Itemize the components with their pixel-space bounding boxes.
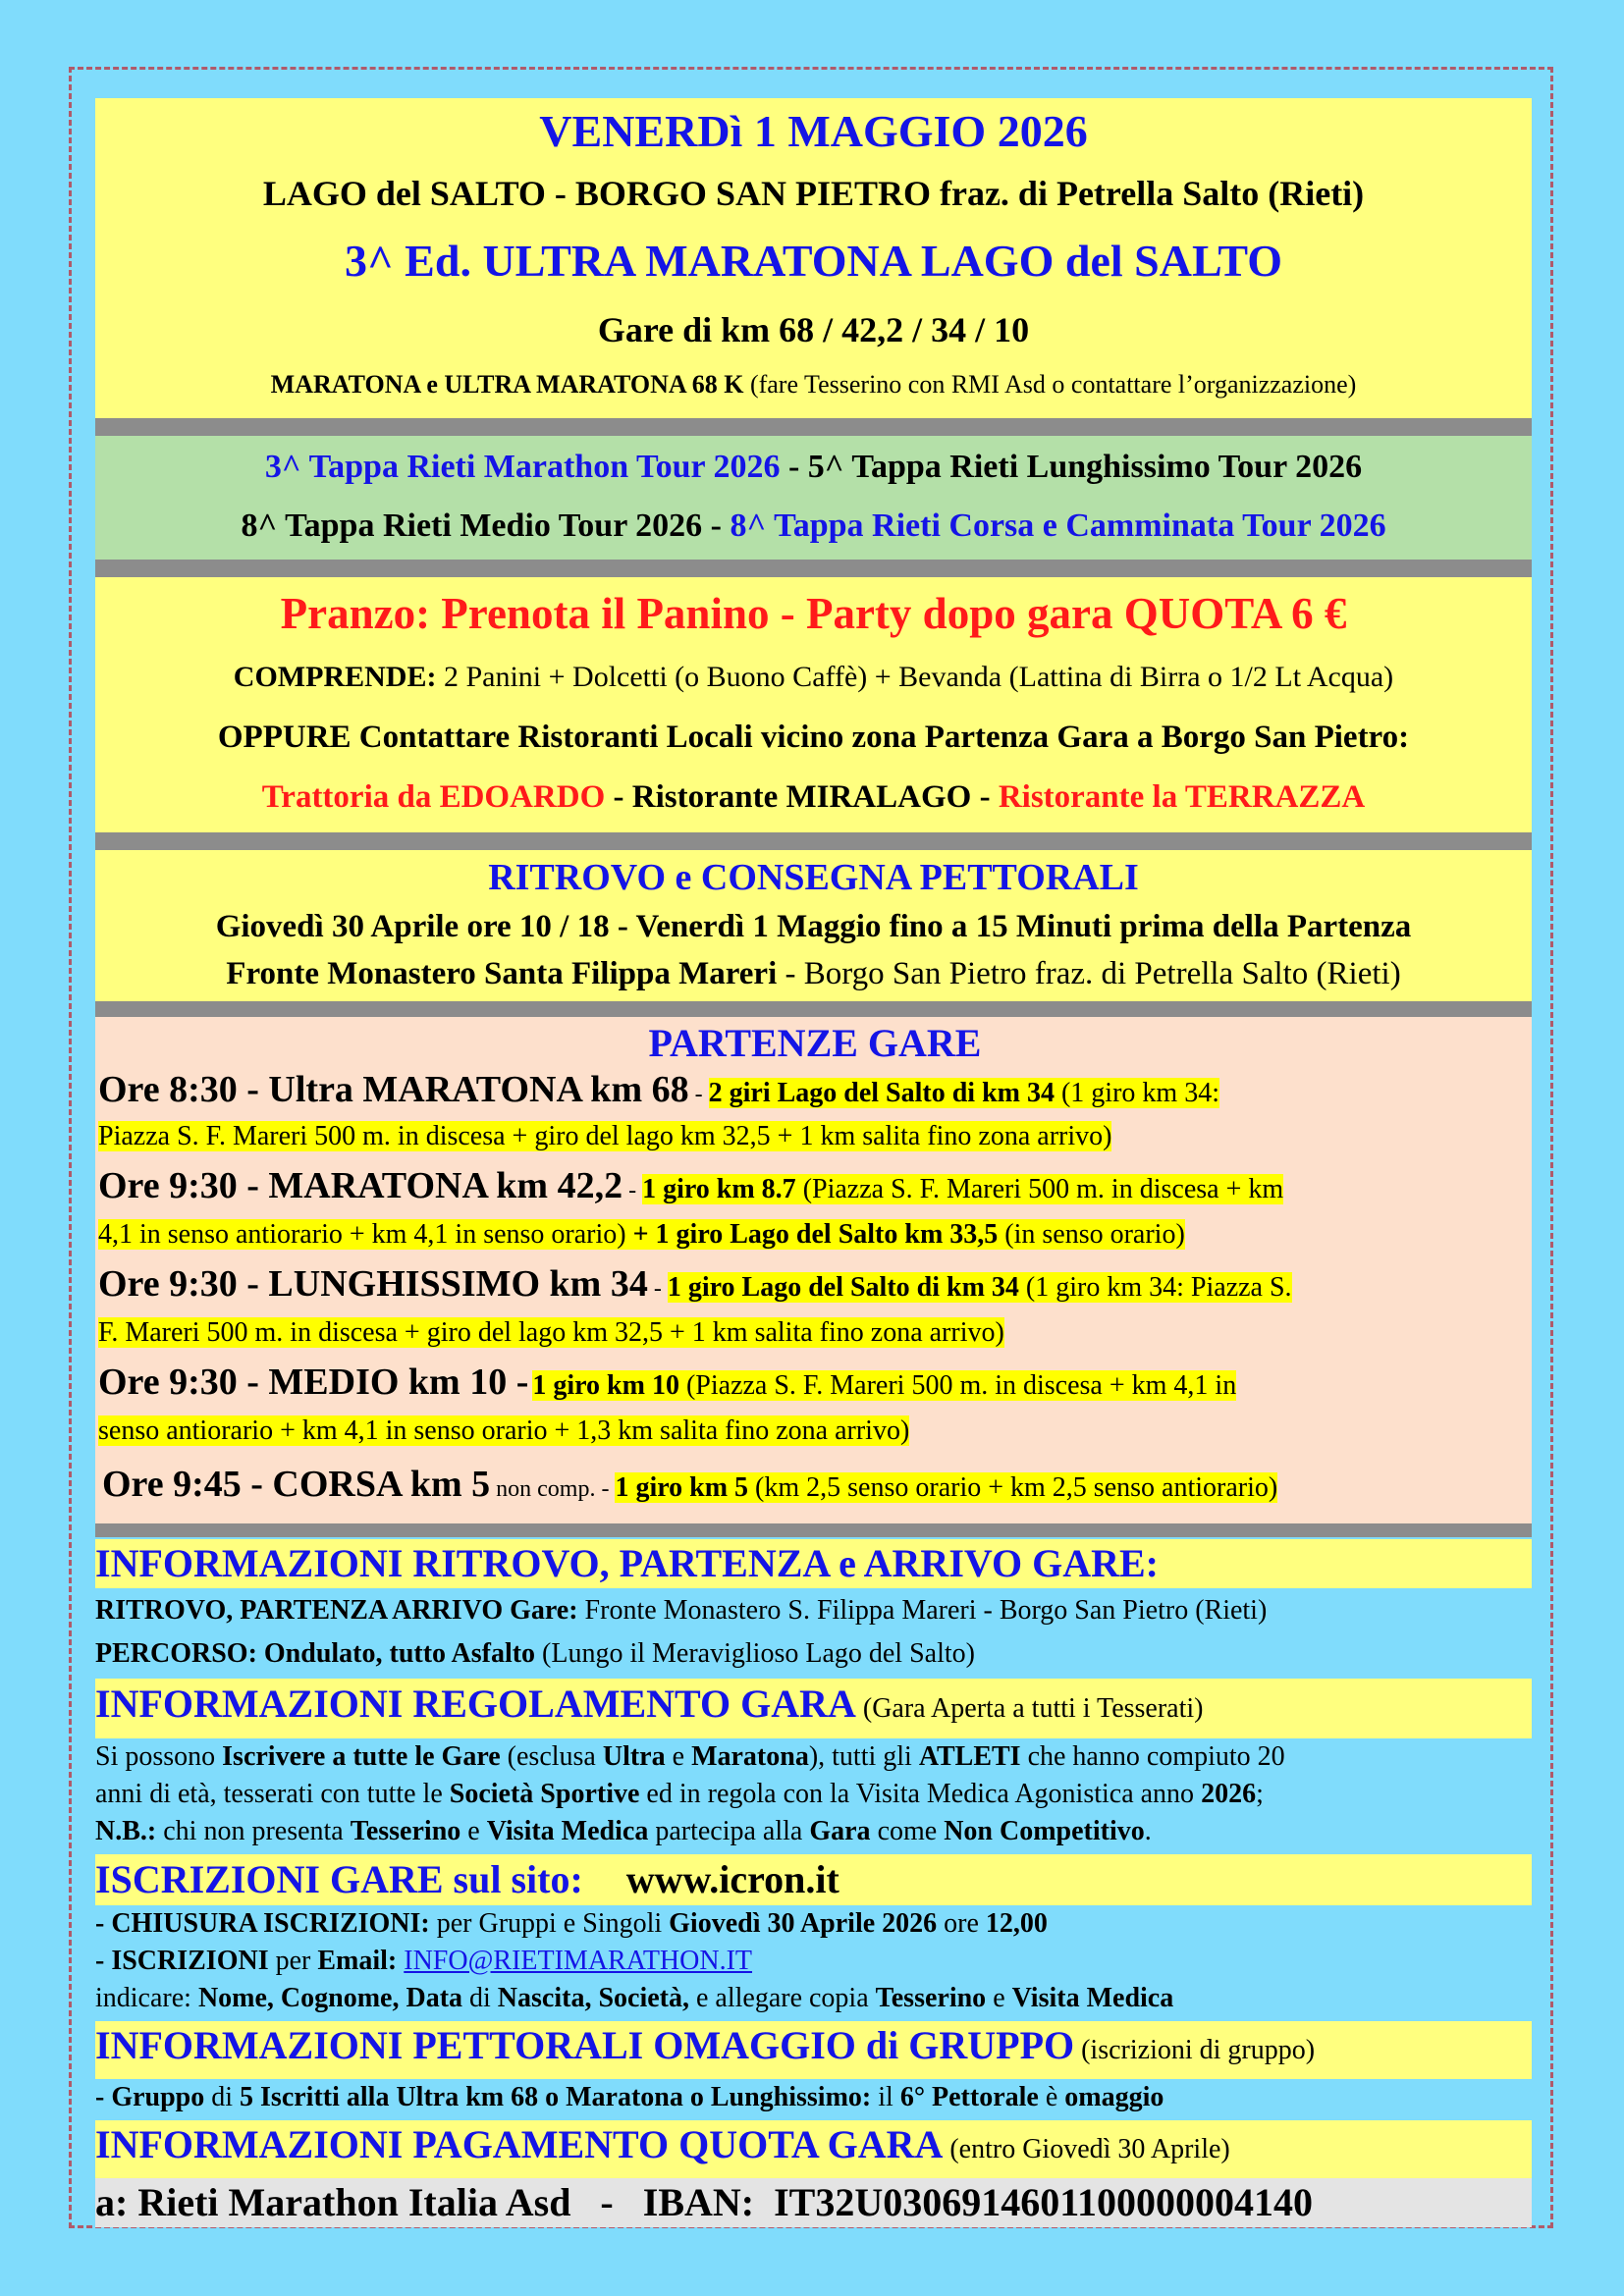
race-maratona-highlight: 1 giro km 8.7 (Piazza S. F. Mareri 500 m. in discesa + km xyxy=(642,1174,1284,1204)
meeting-times: Giovedì 30 Aprile ore 10 / 18 - Venerdì 1 Maggio fino a 15 Minuti prima della Partenza xyxy=(215,909,1412,944)
separator xyxy=(95,418,1532,436)
meeting-place-text: - Borgo San Pietro fraz. di Petrella Salto (Rieti) xyxy=(777,956,1401,991)
lunch-includes-text: 2 Panini + Dolcetti (o Buono Caffè) + Bevanda (Lattina di Birra o 1/2 Lt Acqua) xyxy=(436,661,1394,693)
race-ultra-highlight: 2 giri Lago del Salto di km 34 (1 giro km 34: xyxy=(708,1078,1219,1108)
header-note-text: (fare Tesserino con RMI Asd o contattare l’organizzazione) xyxy=(743,370,1357,399)
flyer xyxy=(95,98,1532,2227)
race-maratona-head: Ore 9:30 - MARATONA km 42,2 xyxy=(98,1165,623,1206)
info-percorso-text: (Lungo il Meraviglioso Lago del Salto) xyxy=(535,1638,975,1669)
info-pettorali-heading: INFORMAZIONI PETTORALI OMAGGIO di GRUPPO (iscrizioni di gruppo) xyxy=(95,2021,1532,2079)
tour-lunghissimo: - 5^ Tappa Rieti Lunghissimo Tour 2026 xyxy=(780,449,1363,485)
info-ritrovo-text: Fronte Monastero S. Filippa Mareri - Borgo San Pietro (Rieti) xyxy=(577,1595,1268,1626)
info-pettorali-note: (iscrizioni di gruppo) xyxy=(1074,2035,1316,2065)
header-section xyxy=(95,98,1532,418)
header-note xyxy=(95,361,1532,408)
race-ultra-head: Ore 8:30 - Ultra MARATONA km 68 xyxy=(98,1069,689,1110)
restaurant-edoardo: Trattoria da EDOARDO xyxy=(261,779,606,815)
info-percorso-label: PERCORSO: Ondulato, tutto Asfalto xyxy=(95,1638,536,1669)
tour-line-2 xyxy=(95,497,1532,556)
info-iscrizioni-heading: ISCRIZIONI GARE sul sito: www.icron.it xyxy=(95,1854,1532,1905)
header-note-bold: MARATONA e ULTRA MARATONA 68 K xyxy=(270,370,744,399)
lunch-section xyxy=(95,577,1532,832)
meeting-place xyxy=(95,950,1532,997)
race-lunghissimo xyxy=(98,1260,1532,1351)
restaurant-separator: - xyxy=(605,779,632,815)
race-medio-highlight: 1 giro km 10 (Piazza S. F. Mareri 500 m. in discesa + km 4,1 in xyxy=(532,1370,1237,1401)
race-dash: - xyxy=(623,1178,643,1203)
info-section xyxy=(95,1537,1532,2227)
info-pagamento-heading: INFORMAZIONI PAGAMENTO QUOTA GARA (entro Giovedì 30 Aprile) xyxy=(95,2120,1532,2178)
separator xyxy=(95,560,1532,577)
tour-marathon: 3^ Tappa Rieti Marathon Tour 2026 xyxy=(264,449,781,485)
separator xyxy=(95,1523,1532,1537)
restaurant-miralago: Ristorante MIRALAGO xyxy=(631,779,972,815)
race-lunghissimo-detail: F. Mareri 500 m. in discesa + giro del lago km 32,5 + 1 km salita fino zona arrivo) xyxy=(98,1317,1004,1348)
tour-line-1 xyxy=(95,438,1532,497)
iban-line: a: Rieti Marathon Italia Asd - IBAN: IT32U0306914601100000004140 xyxy=(95,2178,1532,2227)
race-dash: - xyxy=(647,1276,668,1302)
separator xyxy=(95,832,1532,850)
tour-corsa: 8^ Tappa Rieti Corsa e Camminata Tour 2026 xyxy=(730,507,1386,544)
meeting-section xyxy=(95,850,1532,1001)
race-corsa-note: non comp. - xyxy=(490,1476,616,1502)
race-dash: - xyxy=(688,1082,709,1107)
race-ultra-detail: Piazza S. F. Mareri 500 m. in discesa + giro del lago km 32,5 + 1 km salita fino zona arrivo) xyxy=(98,1121,1112,1151)
restaurant-separator: - xyxy=(971,779,999,815)
restaurant-terrazza: Ristorante la TERRAZZA xyxy=(998,779,1366,815)
race-corsa xyxy=(98,1457,1532,1520)
lunch-includes xyxy=(95,648,1532,707)
info-iscrizioni-text: - CHIUSURA ISCRIZIONI: per Gruppi e Singoli Giovedì 30 Aprile 2026 ore 12,00 - ISCRIZIONI per Email: INFO@RIETIMARATHON.IT indicare: Nome, Cognome, Data di Nascita, Società, e allegare copia Tesserino e Visita Medica xyxy=(95,1908,1174,2013)
event-date: VENERDì 1 MAGGIO 2026 xyxy=(539,106,1088,156)
tour-medio: 8^ Tappa Rieti Medio Tour 2026 - xyxy=(241,507,731,544)
info-ritrovo-label: RITROVO, PARTENZA ARRIVO Gare: xyxy=(95,1595,578,1626)
race-distances: Gare di km 68 / 42,2 / 34 / 10 xyxy=(597,310,1030,349)
event-title: 3^ Ed. ULTRA MARATONA LAGO del SALTO xyxy=(344,236,1283,286)
restaurant-list xyxy=(95,768,1532,827)
info-percorso-line xyxy=(95,1633,1532,1675)
race-medio-detail: senso antiorario + km 4,1 in senso orario + 1,3 km salita fino zona arrivo) xyxy=(98,1415,910,1446)
race-maratona-detail: 4,1 in senso antiorario + km 4,1 in senso orario) + 1 giro Lago del Salto km 33,5 (in senso orario) xyxy=(98,1219,1185,1250)
race-medio-head: Ore 9:30 - MEDIO km 10 - xyxy=(98,1362,529,1403)
info-regolamento-note: (Gara Aperta a tutti i Tesserati) xyxy=(855,1693,1204,1724)
info-pagamento-note: (entro Giovedì 30 Aprile) xyxy=(943,2134,1230,2164)
meeting-place-bold: Fronte Monastero Santa Filippa Mareri xyxy=(226,956,778,991)
lunch-title: Pranzo: Prenota il Panino - Party dopo gara QUOTA 6 € xyxy=(280,589,1347,638)
email-link[interactable]: INFO@RIETIMARATHON.IT xyxy=(404,1946,753,1976)
lunch-alternative: OPPURE Contattare Ristoranti Locali vicino zona Partenza Gara a Borgo San Pietro: xyxy=(217,720,1410,755)
lunch-includes-label: COMPRENDE: xyxy=(233,661,437,693)
info-pettorali-text: - Gruppo di 5 Iscritti alla Ultra km 68 o Maratona o Lunghissimo: il 6° Pettorale è omaggio xyxy=(95,2082,1164,2112)
starts-title: PARTENZE GARE xyxy=(648,1021,982,1065)
race-lunghissimo-head: Ore 9:30 - LUNGHISSIMO km 34 xyxy=(98,1263,648,1305)
event-location: LAGO del SALTO - BORGO SAN PIETRO fraz. di Petrella Salto (Rieti) xyxy=(262,174,1365,213)
race-medio xyxy=(98,1359,1532,1449)
info-regolamento-heading: INFORMAZIONI REGOLAMENTO GARA (Gara Aperta a tutti i Tesserati) xyxy=(95,1679,1532,1738)
info-ritrovo-heading: INFORMAZIONI RITROVO, PARTENZA e ARRIVO GARE: xyxy=(95,1539,1532,1588)
race-ultra xyxy=(98,1068,1532,1154)
tour-section xyxy=(95,436,1532,560)
separator xyxy=(95,1001,1532,1017)
race-corsa-highlight: 1 giro km 5 (km 2,5 senso orario + km 2,5 senso antiorario) xyxy=(615,1472,1278,1503)
meeting-title: RITROVO e CONSEGNA PETTORALI xyxy=(488,857,1139,898)
starts-section xyxy=(95,1017,1532,1523)
info-ritrovo-line xyxy=(95,1588,1532,1633)
race-corsa-head: Ore 9:45 - CORSA km 5 xyxy=(102,1464,491,1505)
race-lunghissimo-highlight: 1 giro Lago del Salto di km 34 (1 giro km 34: Piazza S. xyxy=(667,1272,1292,1303)
registration-site-link[interactable]: www.icron.it xyxy=(625,1857,839,1901)
race-maratona xyxy=(98,1162,1532,1253)
info-regolamento-text: Si possono Iscrivere a tutte le Gare (esclusa Ultra e Maratona), tutti gli ATLETI che hanno compiuto 20 anni di età, tesserati con tutte le Società Sportive ed in regola con la Visita Medica Agonistica anno 2026; N.B.: chi non presenta Tesserino e Visita Medica partecipa alla Gara come Non Competitivo. xyxy=(95,1741,1285,1846)
